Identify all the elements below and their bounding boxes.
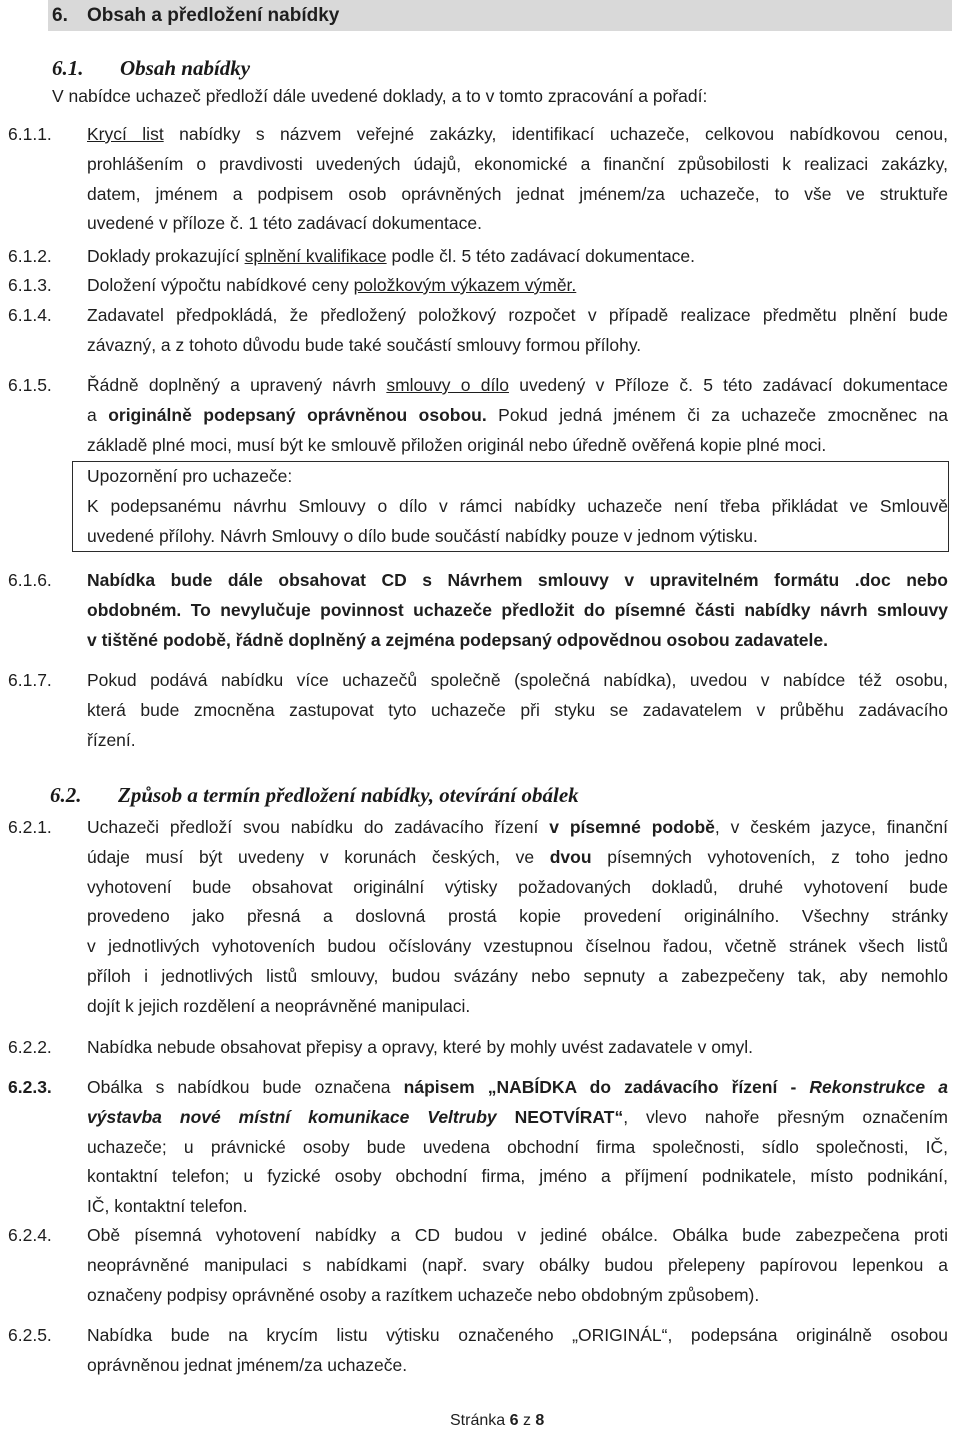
text-line [87, 1221, 948, 1251]
text-line [87, 1321, 948, 1351]
text-run: , v českém jazyce, finanční [714, 817, 948, 837]
bold-italic-text: výstavba nové místní komunikace Veltruby [87, 1106, 497, 1127]
text-run: neoprávněné manipulaci s nabídkami (např. svary obálky budou přelepeny papírovou lepenkou a [87, 1254, 948, 1275]
underlined-text: splnění kvalifikace [244, 246, 387, 266]
page-label: Stránka [450, 1412, 506, 1429]
bold-italic-text: Rekonstrukce a [809, 1077, 948, 1097]
text-line [87, 1133, 948, 1163]
total-pages: 8 [535, 1412, 545, 1429]
text-line [87, 1162, 948, 1192]
intro-text: V nabídce uchazeč předloží dále uvedené doklady, a to v tomto zpracování a pořadí: [52, 86, 708, 106]
item-text [87, 242, 948, 272]
text-run: nabídky s názvem veřejné zakázky, identifikací uchazeče, celkovou nabídkovou cenou, [179, 124, 948, 144]
text-line [87, 1281, 948, 1311]
text-line [87, 902, 948, 932]
notice-heading: Upozornění pro uchazeče: [87, 466, 293, 486]
item-number: 6.1.5. [8, 375, 52, 395]
text-line [87, 1103, 948, 1133]
item-text [87, 813, 948, 1022]
item-text [87, 1073, 948, 1222]
item-text [87, 566, 948, 655]
text-line [87, 271, 948, 301]
item-number: 6.1.4. [8, 305, 52, 325]
text-run: podle čl. 5 této zadávací dokumentace. [391, 246, 696, 266]
of-label: z [522, 1412, 531, 1429]
text-line [87, 843, 948, 873]
bold-text: Nabídka bude dále obsahovat CD s Návrhem smlouvy v upravitelném formátu .doc nebo [87, 570, 948, 590]
item-text [87, 1321, 948, 1381]
text-line [87, 726, 948, 756]
item-number: 6.2.4. [8, 1225, 52, 1245]
text-run: závazný, a z tohoto důvodu bude také součástí smlouvy formou přílohy. [87, 334, 642, 355]
text-run: Zadavatel předpokládá, že předložený položkový rozpočet v případě realizace předmětu plnění bude [87, 305, 948, 325]
text-line [87, 1033, 948, 1063]
item-number: 6.1.1. [8, 124, 52, 144]
text-run: kontaktní telefon; u fyzické osoby obchodní firma, jméno a příjmení podnikatele, místo podnikání, [87, 1166, 948, 1187]
text-line [87, 401, 948, 431]
item-text [87, 271, 948, 301]
section-title: Obsah a předložení nabídky [87, 5, 340, 26]
text-run: označeny podpisy oprávněné osoby a razítkem uchazeče nebo obdobným způsobem). [87, 1284, 760, 1305]
text-run: uvedené přílohy. Návrh Smlouvy o dílo bude součástí nabídky pouze v jednom výtisku. [87, 525, 758, 546]
text-run: řízení. [87, 729, 136, 750]
text-run: Řádně doplněný a upravený návrh [87, 375, 377, 395]
text-line [87, 596, 948, 626]
text-run: provedeno jako přesná a doslovná prostá kopie provedení originálního. Všechny stránky [87, 906, 948, 927]
bold-text: originálně podepsaný oprávněnou osobou. [108, 404, 487, 425]
text-run: která bude zmocněna zastupovat tyto uchazeče při styku se zadavatelem v průběhu zadávacího [87, 699, 948, 720]
text-line [87, 301, 948, 331]
text-line [87, 932, 948, 962]
item-text [87, 301, 948, 361]
item-text [87, 120, 948, 239]
text-line [87, 492, 948, 522]
text-run: Pokud jedná jménem či za uchazeče zmocněnec na [498, 404, 948, 425]
subsection-title: Obsah nabídky [120, 56, 251, 80]
text-run: Pokud podává nabídku více uchazečů společně (společná nabídka), uvedou v nabídce též osobu, [87, 670, 948, 690]
text-run: oprávněnou jednat jménem/za uchazeče. [87, 1354, 408, 1375]
text-run: dojít k jejich rozdělení a neoprávněné manipulaci. [87, 995, 471, 1016]
text-run: IČ, kontaktní telefon. [87, 1196, 248, 1217]
text-run: K podepsanému návrhu Smlouvy o dílo v rámci nabídky uchazeče není třeba přikládat ve Smlouvě [87, 495, 948, 516]
item-number: 6.2.2. [8, 1037, 52, 1057]
text-line [87, 431, 948, 461]
item-number: 6.2.3. [8, 1077, 52, 1097]
text-line [87, 566, 948, 596]
text-run: Obě písemná vyhotovení nabídky a CD budou v jediné obálce. Obálka bude zabezpečena proti [87, 1225, 948, 1245]
item-number: 6.2.1. [8, 817, 52, 837]
section-number: 6. [52, 5, 68, 26]
text-run: uvedené v příloze č. 1 této zadávací dokumentace. [87, 213, 482, 234]
page-footer [450, 1406, 544, 1436]
subsection-number: 6.2. [50, 783, 82, 807]
text-line [87, 371, 948, 401]
text-line [87, 1351, 948, 1381]
text-run: Obálka s nabídkou bude označena [87, 1077, 391, 1097]
text-run: v jednotlivých vyhotoveních budou očíslovány vzestupnou číselnou řadou, včetně stránek všech listů [87, 936, 948, 957]
underlined-text: Krycí list [87, 124, 164, 144]
item-number: 6.1.7. [8, 670, 52, 690]
text-run: , vlevo nahoře přesným označením [623, 1106, 948, 1127]
text-line [87, 209, 948, 239]
notice-text [87, 462, 948, 551]
bold-text: nápisem „NABÍDKA do zadávacího řízení - [403, 1077, 797, 1097]
text-run: uchazeče; u právnické osoby bude uvedena obchodní firma společnosti, sídlo společnosti, IČ, [87, 1136, 948, 1157]
text-line [87, 120, 948, 150]
text-line [87, 992, 948, 1022]
text-line [87, 962, 948, 992]
text-run: Nabídka bude na krycím listu výtisku označeného „ORIGINÁL“, podepsána originálně osobou [87, 1325, 948, 1345]
bold-text: dvou [549, 846, 592, 867]
text-run: vyhotovení bude obsahovat originální výtisky požadovaných dokladů, druhé vyhotovení bude [87, 876, 948, 897]
text-run: údaje musí být uvedeny v korunách českých, ve [87, 846, 535, 867]
bold-text: obdobném. To nevylučuje povinnost uchazeče předložit do písemné části nabídky návrh smlouvy [87, 599, 948, 620]
item-text [87, 1221, 948, 1310]
text-line [87, 331, 948, 361]
text-run: a [87, 404, 97, 425]
bold-text: NEOTVÍRAT“ [514, 1106, 624, 1127]
text-run: datem, jménem a podpisem osob oprávněných jednat jménem/za uchazeče, to vše ve struktuře [87, 183, 948, 204]
text-line [87, 873, 948, 903]
subsection-title: Způsob a termín předložení nabídky, otevírání obálek [118, 783, 579, 807]
item-text [87, 666, 948, 755]
subsection-number: 6.1. [52, 56, 84, 80]
item-number: 6.1.3. [8, 275, 52, 295]
text-line [87, 1251, 948, 1281]
text-line [87, 242, 948, 272]
underlined-text: položkovým výkazem výměr. [353, 275, 577, 295]
item-text [87, 1033, 948, 1063]
item-text [87, 371, 948, 460]
text-run: základě plné moci, musí být ke smlouvě přiložen originál nebo úředně ověřená kopie plné moci. [87, 434, 827, 455]
text-line [87, 150, 948, 180]
text-line [87, 1192, 948, 1222]
text-line [87, 666, 948, 696]
text-run: prohlášením o pravdivosti uvedených údajů, ekonomické a finanční způsobilosti k realizaci zakázky, [87, 153, 948, 174]
item-number: 6.1.6. [8, 570, 52, 590]
section-header [48, 0, 952, 31]
text-line [87, 180, 948, 210]
bold-text: v písemné podobě [549, 817, 715, 837]
current-page: 6 [509, 1412, 519, 1429]
text-line [87, 813, 948, 843]
text-run: Doložení výpočtu nabídkové ceny [87, 275, 349, 295]
text-run: Nabídka nebude obsahovat přepisy a opravy, které by mohly uvést zadavatele v omyl. [87, 1037, 754, 1057]
item-number: 6.1.2. [8, 246, 52, 266]
text-run: Doklady prokazující [87, 246, 240, 266]
item-number: 6.2.5. [8, 1325, 52, 1345]
text-run: uvedený v Příloze č. 5 této zadávací dokumentace [519, 375, 948, 395]
text-line [87, 626, 948, 656]
text-line [87, 522, 948, 552]
text-run: písemných vyhotoveních, z toho jedno [607, 846, 948, 867]
underlined-text: smlouvy o dílo [386, 375, 509, 395]
notice-box [72, 461, 949, 552]
text-run: příloh i jednotlivých listů smlouvy, budou svázány nebo sepnuty a zabezpečeny tak, aby nemohlo [87, 965, 948, 986]
bold-text: v tištěné podobě, řádně doplněný a zejména podepsaný odpovědnou osobou zadavatele. [87, 629, 828, 650]
text-line [87, 1073, 948, 1103]
text-line [87, 696, 948, 726]
text-run: Uchazeči předloží svou nabídku do zadávacího řízení [87, 817, 539, 837]
